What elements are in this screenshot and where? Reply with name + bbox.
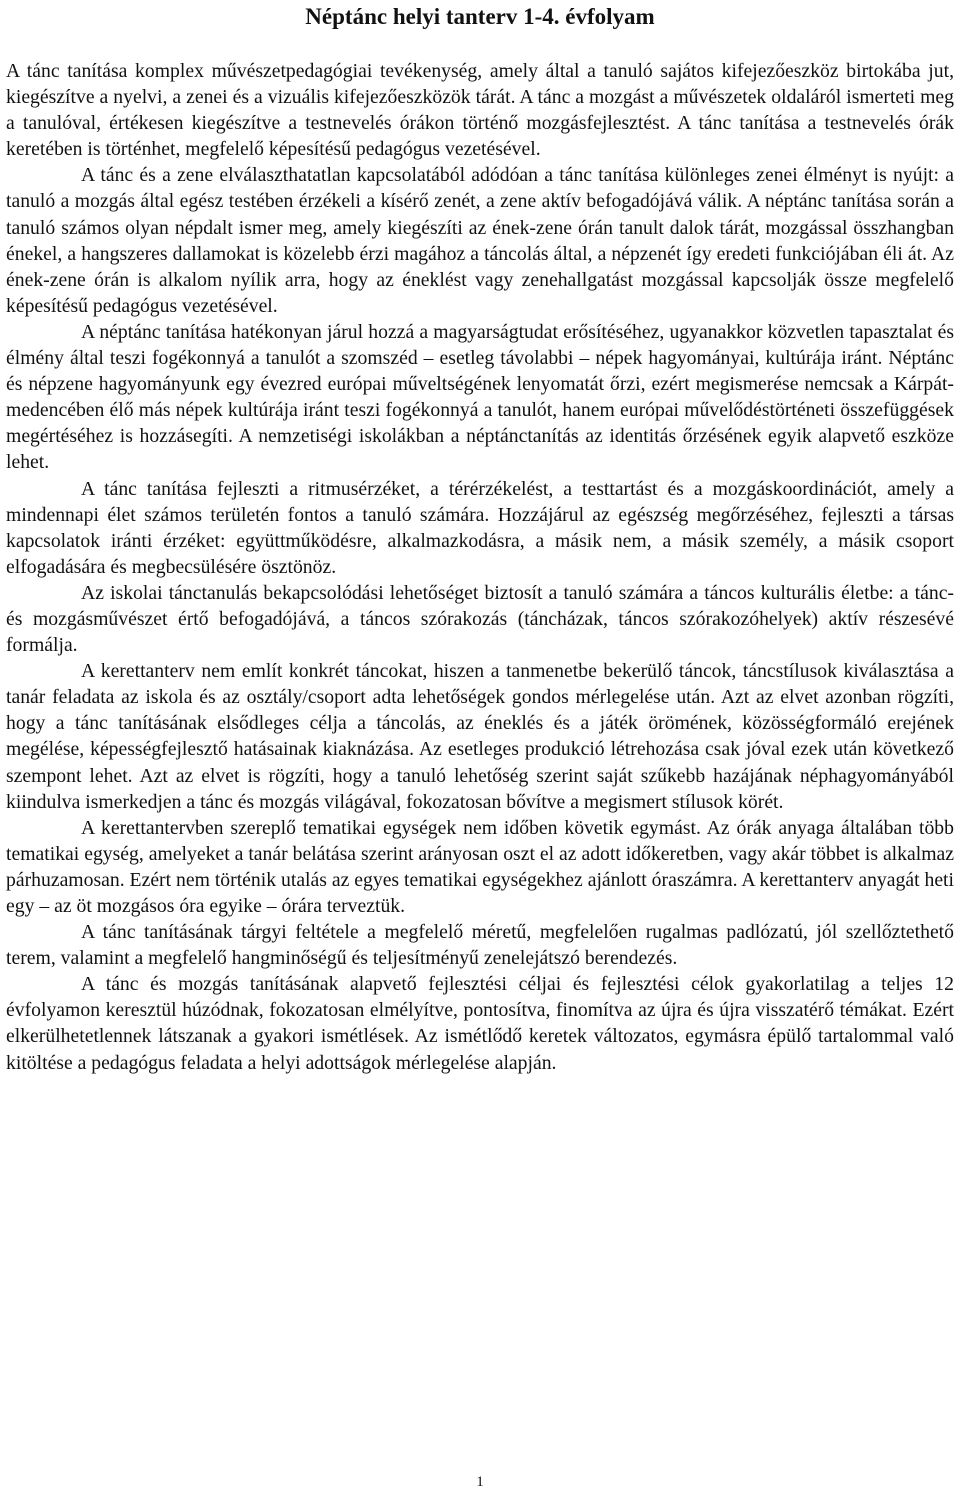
- paragraph-7: A kerettantervben szereplő tematikai egységek nem időben követik egymást. Az órák anyaga általában több tematikai egység, amelyeket a tanár belátása szerint arányosan oszt el az adott időkeretben, vagy akár többet is alkalmaz párhuzamosan. Ezért nem történik utalás az egyes tematikai egységekhez ajánlott óraszámra. A kerettanterv anyagát heti egy – az öt mozgásos óra egyike – órára terveztük.: [6, 816, 954, 917]
- paragraph-8: A tánc tanításának tárgyi feltétele a megfelelő méretű, megfelelően rugalmas padlózatú, jól szellőztethető terem, valamint a megfelelő hangminőségű és teljesítményű zenelejátszó berendezés.: [6, 921, 954, 970]
- paragraph-9: A tánc és mozgás tanításának alapvető fejlesztési céljai és fejlesztési célok gyakorlatilag a teljes 12 évfolyamon keresztül húzódnak, fokozatosan elmélyítve, pontosítva, finomítva az újra és újra visszatérő témákat. Ezért elkerülhetetlennek látszanak a gyakori ismétlések. Az ismétlődő keretek változatos, egymásra épülő tartalommal való kitöltése a pedagógus feladata a helyi adottságok mérlegelése alapján.: [6, 973, 954, 1074]
- paragraph-6: A kerettanterv nem említ konkrét táncokat, hiszen a tanmenetbe bekerülő táncok, táncstílusok kiválasztása a tanár feladata az iskola és az osztály/csoport adta lehetőségek gondos mérlegelése után. Azt az elvet azonban rögzíti, hogy a tánc tanításának elsődleges célja a táncolás, az éneklés és a játék örömének, közösségformáló erejének megélése, képességfejlesztő hatásainak kiaknázása. Az esetleges produkció létrehozása csak jóval ezek után következő szempont lehet. Azt az elvet is rögzíti, hogy a tanuló lehetőség szerint saját szűkebb hazájának néphagyományából kiindulva ismerkedjen a tánc és mozgás világával, fokozatosan bővítve a megismert stílusok körét.: [6, 660, 954, 813]
- page-title: Néptánc helyi tanterv 1-4. évfolyam: [305, 4, 655, 29]
- document-body: [6, 58, 954, 1076]
- paragraph-4: A tánc tanítása fejleszti a ritmusérzéket, a térérzékelést, a testtartást és a mozgáskoordinációt, amely a mindennapi élet számos területén fontos a tanuló számára. Hozzájárul az egészség megőrzéséhez, fejleszti a társas kapcsolatok iránti érzéket: együttműködésre, alkalmazkodásra, a másik nem, a másik személy, a másik csoport elfogadására és megbecsülésére ösztönöz.: [6, 477, 954, 578]
- paragraph-1: A tánc tanítása komplex művészetpedagógiai tevékenység, amely által a tanuló sajátos kifejezőeszköz birtokába jut, kiegészítve a nyelvi, a zenei és a vizuális kifejezőeszközök tárát. A tánc a mozgást a művészetek oldaláról ismerteti meg a tanulóval, értékesen kiegészítve a testnevelés órákon történő mozgásfejlesztést. A tánc tanítása a testnevelés órák keretében is történhet, megfelelő képesítésű pedagógus vezetésével.: [6, 60, 954, 161]
- page-number: 1: [476, 1474, 484, 1490]
- paragraph-3: A néptánc tanítása hatékonyan járul hozzá a magyarságtudat erősítéséhez, ugyanakkor közvetlen tapasztalat és élmény által teszi fogékonnyá a tanulót a szomszéd – esetleg távolabbi – népek hagyományai, kultúrája iránt. Néptánc és népzene hagyományunk egy évezred európai műveltségének lenyomatát őrzi, ezért megismerése nemcsak a Kárpát-medencében élő más népek kultúrája iránt teszi fogékonnyá a tanulót, hanem európai művelődéstörténeti összefüggések megértéséhez is hozzásegíti. A nemzetiségi iskolákban a néptánctanítás az identitás őrzésének egyik alapvető eszköze lehet.: [6, 320, 954, 474]
- paragraph-5: Az iskolai tánctanulás bekapcsolódási lehetőséget biztosít a tanuló számára a táncos kulturális életbe: a tánc- és mozgásművészet értő befogadójává, a táncos szórakozás (táncházak, táncos szórakozóhelyek) aktív részesévé formálja.: [6, 581, 954, 657]
- paragraph-2: A tánc és a zene elválaszthatatlan kapcsolatából adódóan a tánc tanítása különleges zenei élményt is nyújt: a tanuló a mozgás által egész testében érzékeli a kísérő zenét, a zene aktív befogadójává válik. A néptánc tanítása során a tanuló számos olyan népdalt ismer meg, amely kiegészíti az ének-zene órán tanult dalok tárát, mozgással összhangban énekel, a hangszeres dallamokat is közelebb érzi magához a táncolás által, a népzenét így eredeti funkciójában éli át. Az ének-zene órán is alkalom nyílik arra, hogy az éneklést vagy zenehallgatást mozgással kapcsolják össze megfelelő képesítésű pedagógus vezetésével.: [6, 164, 954, 317]
